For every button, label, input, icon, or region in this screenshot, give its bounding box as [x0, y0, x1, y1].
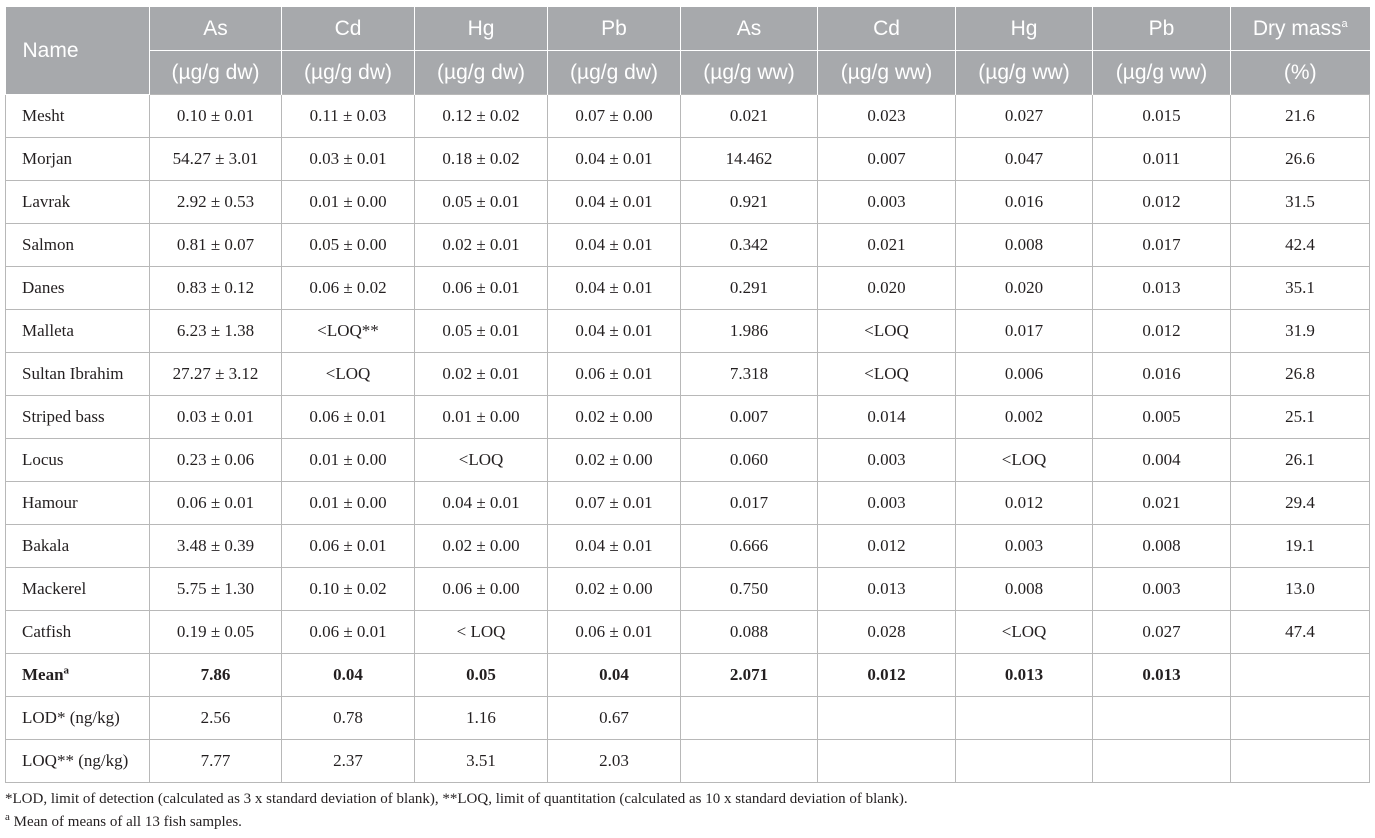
table-cell: 0.06 ± 0.01 — [548, 611, 681, 654]
table-cell: 0.015 — [1093, 95, 1231, 138]
results-table — [5, 7, 1370, 783]
header-unit: (µg/g ww) — [956, 51, 1093, 95]
table-cell: 0.007 — [681, 396, 818, 439]
table-cell — [681, 740, 818, 783]
table-cell: <LOQ — [956, 611, 1093, 654]
table-cell: 0.12 ± 0.02 — [415, 95, 548, 138]
table-cell: 19.1 — [1231, 525, 1370, 568]
table-cell: 0.008 — [956, 568, 1093, 611]
footnote-mark: a — [5, 811, 10, 823]
table-cell: 7.86 — [150, 654, 282, 697]
table-cell: 0.666 — [681, 525, 818, 568]
table-cell: 0.06 ± 0.01 — [415, 267, 548, 310]
table-cell: 0.011 — [1093, 138, 1231, 181]
footnote-mean-text: Mean of means of all 13 fish samples. — [9, 814, 242, 830]
table-cell: 7.318 — [681, 353, 818, 396]
table-row — [6, 267, 1370, 310]
table-cell: 0.003 — [818, 482, 956, 525]
table-cell: 0.017 — [681, 482, 818, 525]
table-cell: 0.10 ± 0.01 — [150, 95, 282, 138]
table-cell: 0.021 — [1093, 482, 1231, 525]
header-element: Hg — [415, 7, 548, 51]
table-cell: 0.06 ± 0.02 — [282, 267, 415, 310]
header-unit: (µg/g dw) — [150, 51, 282, 95]
table-row — [6, 181, 1370, 224]
table-cell: 21.6 — [1231, 95, 1370, 138]
header-element: Pb — [1093, 7, 1231, 51]
table-cell: 0.003 — [818, 181, 956, 224]
table-cell: 0.83 ± 0.12 — [150, 267, 282, 310]
row-name: Malleta — [6, 310, 150, 353]
table-cell: 0.04 — [282, 654, 415, 697]
table-cell: 0.342 — [681, 224, 818, 267]
table-cell: 3.51 — [415, 740, 548, 783]
table-cell: 0.013 — [1093, 267, 1231, 310]
header-unit: (µg/g ww) — [681, 51, 818, 95]
table-cell: 27.27 ± 3.12 — [150, 353, 282, 396]
table-cell: 7.77 — [150, 740, 282, 783]
table-cell — [956, 740, 1093, 783]
table-row — [6, 611, 1370, 654]
table-cell: 3.48 ± 0.39 — [150, 525, 282, 568]
dry-mass-label: Dry mass — [1252, 16, 1342, 40]
row-name: Locus — [6, 439, 150, 482]
table-cell: 0.012 — [818, 654, 956, 697]
table-cell: 0.11 ± 0.03 — [282, 95, 415, 138]
table-cell: 0.10 ± 0.02 — [282, 568, 415, 611]
table-cell: 0.05 ± 0.00 — [282, 224, 415, 267]
table-cell: 0.07 ± 0.00 — [548, 95, 681, 138]
table-cell: 0.012 — [956, 482, 1093, 525]
table-cell — [818, 740, 956, 783]
row-name: Catfish — [6, 611, 150, 654]
row-name: Morjan — [6, 138, 150, 181]
table-cell: 0.05 — [415, 654, 548, 697]
table-cell: 0.012 — [1093, 181, 1231, 224]
row-name: Lavrak — [6, 181, 150, 224]
table-cell: 0.005 — [1093, 396, 1231, 439]
table-cell: 25.1 — [1231, 396, 1370, 439]
table-row — [6, 439, 1370, 482]
table-cell: 0.06 ± 0.00 — [415, 568, 548, 611]
table-row — [6, 396, 1370, 439]
table-cell: 0.003 — [1093, 568, 1231, 611]
table-cell: 0.04 ± 0.01 — [548, 310, 681, 353]
table-cell: 0.02 ± 0.00 — [415, 525, 548, 568]
table-cell: 0.04 ± 0.01 — [548, 525, 681, 568]
table-cell: 2.071 — [681, 654, 818, 697]
table-body — [6, 95, 1370, 783]
table-cell: <LOQ — [818, 310, 956, 353]
header-unit: (%) — [1231, 51, 1370, 95]
table-cell: 6.23 ± 1.38 — [150, 310, 282, 353]
table-cell: 0.291 — [681, 267, 818, 310]
header-dry-mass — [1231, 7, 1370, 51]
dry-mass-footnote-mark: a — [1341, 17, 1348, 30]
table-cell: 0.021 — [681, 95, 818, 138]
table-cell: 26.1 — [1231, 439, 1370, 482]
table-cell: 0.017 — [1093, 224, 1231, 267]
table-cell: <LOQ — [415, 439, 548, 482]
table-cell: 0.19 ± 0.05 — [150, 611, 282, 654]
table-cell: 13.0 — [1231, 568, 1370, 611]
table-cell: 0.023 — [818, 95, 956, 138]
table-cell: 0.04 ± 0.01 — [415, 482, 548, 525]
header-element: Pb — [548, 7, 681, 51]
table-row — [6, 353, 1370, 396]
table-cell — [1231, 654, 1370, 697]
table-header — [6, 7, 1370, 95]
table-cell: 0.02 ± 0.00 — [548, 568, 681, 611]
table-cell: 5.75 ± 1.30 — [150, 568, 282, 611]
header-element: Cd — [282, 7, 415, 51]
table-cell: 0.01 ± 0.00 — [282, 482, 415, 525]
header-unit: (µg/g dw) — [548, 51, 681, 95]
table-cell: 0.03 ± 0.01 — [282, 138, 415, 181]
footnote-lod-loq: *LOD, limit of detection (calculated as 3 x standard deviation of blank), **LOQ, limit of quantitation (calculated as 10 x standard deviation of blank). — [5, 791, 908, 807]
table-cell: 0.05 ± 0.01 — [415, 181, 548, 224]
table-cell — [818, 697, 956, 740]
header-row-elements — [6, 7, 1370, 51]
table-cell — [1231, 740, 1370, 783]
table-cell: 0.014 — [818, 396, 956, 439]
table-cell: 0.016 — [956, 181, 1093, 224]
table-cell: 0.012 — [818, 525, 956, 568]
table-cell: 0.012 — [1093, 310, 1231, 353]
table-cell: 0.02 ± 0.00 — [548, 439, 681, 482]
table-cell: 0.04 ± 0.01 — [548, 224, 681, 267]
row-name: Sultan Ibrahim — [6, 353, 150, 396]
table-cell: 0.06 ± 0.01 — [282, 611, 415, 654]
table-cell: 0.04 ± 0.01 — [548, 181, 681, 224]
table-cell: 26.6 — [1231, 138, 1370, 181]
table-cell: 0.017 — [956, 310, 1093, 353]
row-name: Mackerel — [6, 568, 150, 611]
table-cell: 0.78 — [282, 697, 415, 740]
table-cell: 47.4 — [1231, 611, 1370, 654]
table-row — [6, 568, 1370, 611]
table-cell — [1093, 740, 1231, 783]
table-cell: 0.05 ± 0.01 — [415, 310, 548, 353]
table-cell: 0.01 ± 0.00 — [282, 181, 415, 224]
table-cell: 0.008 — [1093, 525, 1231, 568]
header-element: As — [681, 7, 818, 51]
table-row — [6, 224, 1370, 267]
row-name: Salmon — [6, 224, 150, 267]
table-cell: <LOQ — [956, 439, 1093, 482]
table-cell: 0.006 — [956, 353, 1093, 396]
table-cell: 0.02 ± 0.01 — [415, 353, 548, 396]
table-cell: 0.06 ± 0.01 — [548, 353, 681, 396]
row-name: Hamour — [6, 482, 150, 525]
table-cell: 0.81 ± 0.07 — [150, 224, 282, 267]
footnote-mean — [5, 811, 242, 831]
table-cell: 0.01 ± 0.00 — [282, 439, 415, 482]
table-cell: 0.003 — [818, 439, 956, 482]
table-cell: 0.003 — [956, 525, 1093, 568]
table-cell: 0.04 — [548, 654, 681, 697]
header-unit: (µg/g ww) — [1093, 51, 1231, 95]
table-cell: 0.02 ± 0.01 — [415, 224, 548, 267]
table-cell: 31.5 — [1231, 181, 1370, 224]
table-cell: 1.16 — [415, 697, 548, 740]
table-cell: 0.01 ± 0.00 — [415, 396, 548, 439]
header-element: Cd — [818, 7, 956, 51]
table-cell: 0.013 — [818, 568, 956, 611]
table-cell — [681, 697, 818, 740]
table-cell: 0.04 ± 0.01 — [548, 267, 681, 310]
header-name: Name — [6, 7, 150, 95]
header-row-units — [6, 51, 1370, 95]
table-row — [6, 525, 1370, 568]
table-row — [6, 482, 1370, 525]
table-cell: 0.07 ± 0.01 — [548, 482, 681, 525]
table-cell: 2.56 — [150, 697, 282, 740]
header-element: As — [150, 7, 282, 51]
header-unit: (µg/g dw) — [415, 51, 548, 95]
table-cell: 2.03 — [548, 740, 681, 783]
mean-label: Mean — [22, 665, 64, 684]
header-element: Hg — [956, 7, 1093, 51]
row-name: Mesht — [6, 95, 150, 138]
table-cell: 0.027 — [1093, 611, 1231, 654]
table-cell: < LOQ — [415, 611, 548, 654]
lod-row — [6, 697, 1370, 740]
table-cell: 0.921 — [681, 181, 818, 224]
table-cell: 0.016 — [1093, 353, 1231, 396]
table-cell: 0.013 — [1093, 654, 1231, 697]
table-cell: 2.37 — [282, 740, 415, 783]
table-row — [6, 310, 1370, 353]
row-name: LOQ** (ng/kg) — [6, 740, 150, 783]
table-cell: 0.04 ± 0.01 — [548, 138, 681, 181]
table-cell: <LOQ — [818, 353, 956, 396]
table-cell: 1.986 — [681, 310, 818, 353]
table-cell: 0.020 — [956, 267, 1093, 310]
table-cell: 0.027 — [956, 95, 1093, 138]
table-cell — [1093, 697, 1231, 740]
table-cell: 0.67 — [548, 697, 681, 740]
table-cell: 0.002 — [956, 396, 1093, 439]
table-cell — [1231, 697, 1370, 740]
table-cell: <LOQ** — [282, 310, 415, 353]
table-cell — [956, 697, 1093, 740]
row-name: Bakala — [6, 525, 150, 568]
header-unit: (µg/g dw) — [282, 51, 415, 95]
table-cell: 0.028 — [818, 611, 956, 654]
table-cell: 0.23 ± 0.06 — [150, 439, 282, 482]
table-cell: 0.750 — [681, 568, 818, 611]
table-cell: 0.013 — [956, 654, 1093, 697]
table-row — [6, 95, 1370, 138]
table-cell: 0.03 ± 0.01 — [150, 396, 282, 439]
table-cell: 0.18 ± 0.02 — [415, 138, 548, 181]
table-cell: 26.8 — [1231, 353, 1370, 396]
row-name: Striped bass — [6, 396, 150, 439]
table-cell: 42.4 — [1231, 224, 1370, 267]
table-cell: 0.060 — [681, 439, 818, 482]
table-cell: 0.088 — [681, 611, 818, 654]
table-cell: 0.008 — [956, 224, 1093, 267]
table-cell: 0.021 — [818, 224, 956, 267]
table-cell: 54.27 ± 3.01 — [150, 138, 282, 181]
table-row — [6, 138, 1370, 181]
table-cell: 0.007 — [818, 138, 956, 181]
table-cell: 0.004 — [1093, 439, 1231, 482]
table-cell: 0.06 ± 0.01 — [282, 396, 415, 439]
mean-row — [6, 654, 1370, 697]
mean-footnote-mark: a — [63, 664, 70, 677]
table-cell: 0.020 — [818, 267, 956, 310]
table-cell: 0.06 ± 0.01 — [282, 525, 415, 568]
row-name — [6, 654, 150, 697]
table-cell: 29.4 — [1231, 482, 1370, 525]
table-cell: <LOQ — [282, 353, 415, 396]
table-cell: 14.462 — [681, 138, 818, 181]
row-name: LOD* (ng/kg) — [6, 697, 150, 740]
header-unit: (µg/g ww) — [818, 51, 956, 95]
table-cell: 0.047 — [956, 138, 1093, 181]
table-cell: 31.9 — [1231, 310, 1370, 353]
table-cell: 0.06 ± 0.01 — [150, 482, 282, 525]
table-cell: 35.1 — [1231, 267, 1370, 310]
table-cell: 2.92 ± 0.53 — [150, 181, 282, 224]
loq-row — [6, 740, 1370, 783]
table-cell: 0.02 ± 0.00 — [548, 396, 681, 439]
row-name: Danes — [6, 267, 150, 310]
